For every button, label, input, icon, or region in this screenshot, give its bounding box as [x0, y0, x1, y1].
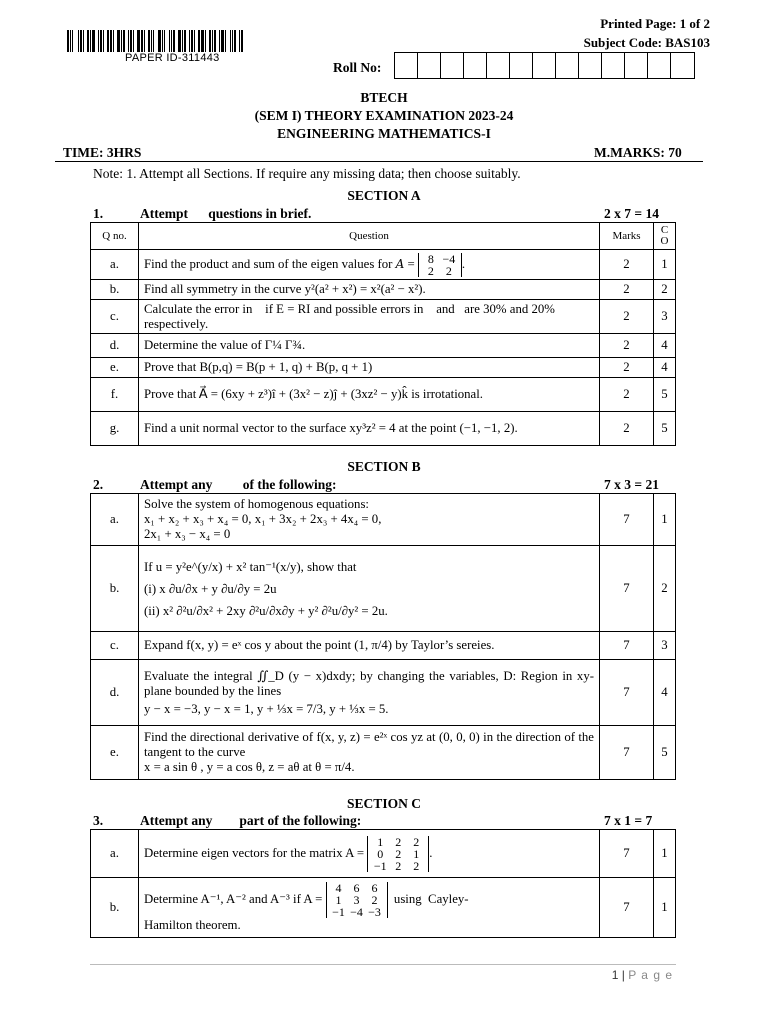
table-row: b. Determine A⁻¹, A⁻² and A⁻³ if A = 4 6 6 1 3 2 −1 −4 −3 using Cayley- Hamilton theorem. 7 1	[91, 878, 676, 938]
roll-no-boxes[interactable]	[394, 52, 695, 79]
section-c-scheme: 7 x 1 = 7	[604, 813, 653, 828]
section-c-num: 3.	[93, 813, 104, 828]
col-co: C O	[654, 223, 676, 250]
col-qno: Q no.	[91, 223, 139, 250]
matrix-a: 8 −4 2 2	[418, 253, 462, 277]
section-b-title: SECTION B	[347, 459, 421, 474]
table-row: e. Find the directional derivative of f(x, y, z) = e²ˣ cos yz at (0, 0, 0) in the direction of the tangent to the curve x = a sin θ , y = a cos θ, z = aθ at θ = π/4. 7 5	[91, 726, 676, 780]
max-marks: M.MARKS: 70	[594, 145, 682, 160]
matrix-c-b: 4 6 6 1 3 2 −1 −4 −3	[326, 882, 388, 918]
header-rule	[55, 161, 703, 162]
section-c-instruction: Attempt any part of the following:	[140, 813, 362, 828]
section-a-table	[90, 222, 676, 446]
note: Note: 1. Attempt all Sections. If require any missing data; then choose suitably.	[93, 166, 521, 181]
footer-rule	[90, 964, 676, 965]
table-row: d. Evaluate the integral ∬_D (y − x)dxdy; by changing the variables, D: Region in xy-plane bounded by the lines y − x = −3, y − x = 1, y + ⅓x = 7/3, y + ⅓x = 5. 7 4	[91, 660, 676, 726]
section-a-num: 1.	[93, 206, 104, 221]
section-b-scheme: 7 x 3 = 21	[604, 477, 659, 492]
table-row: a. Find the product and sum of the eigen values for A = 8 −4 2 2 . 2 1	[91, 250, 676, 280]
subject-title: ENGINEERING MATHEMATICS-I	[277, 126, 491, 141]
exam-title: (SEM I) THEORY EXAMINATION 2023-24	[254, 108, 514, 123]
section-a-title: SECTION A	[347, 188, 421, 203]
col-question: Question	[139, 223, 600, 250]
table-row: g. Find a unit normal vector to the surface xy³z² = 4 at the point (−1, −1, 2). 2 5	[91, 412, 676, 446]
table-row: a. Solve the system of homogenous equations: x₁ + x₂ + x₃ + x₄ = 0, x₁ + 3x₂ + 2x₃ + 4x₄ = 0, 2x₁ + x₃ − x₄ = 0 7 1	[91, 494, 676, 546]
table-row: e. Prove that B(p,q) = B(p + 1, q) + B(p, q + 1) 2 4	[91, 358, 676, 378]
table-row: d. Determine the value of Γ¼ Γ¾. 2 4	[91, 334, 676, 358]
table-row: a. Determine eigen vectors for the matrix A = 1 2 2 0 2 1 −1 2 2 . 7 1	[91, 830, 676, 878]
table-row: c. Expand f(x, y) = eˣ cos y about the point (1, π/4) by Taylor’s sereies. 7 3	[91, 632, 676, 660]
table-row: f. Prove that A⃗ = (6xy + z³)î + (3x² − z)ĵ + (3xz² − y)k̂ is irrotational. 2 5	[91, 378, 676, 412]
printed-page: Printed Page: 1 of 2	[600, 16, 710, 31]
paper-id: PAPER ID-311443	[125, 52, 220, 64]
section-a-instruction: Attempt questions in brief.	[140, 206, 312, 221]
section-c-title: SECTION C	[347, 796, 421, 811]
matrix-c-a: 1 2 2 0 2 1 −1 2 2	[367, 836, 429, 872]
section-b-instruction: Attempt any of the following:	[140, 477, 337, 492]
subject-code: Subject Code: BAS103	[583, 35, 710, 50]
program-title: BTECH	[360, 90, 408, 105]
section-b-num: 2.	[93, 477, 104, 492]
page-footer: 1 | P a g e	[611, 968, 673, 982]
barcode	[67, 30, 295, 52]
col-marks: Marks	[600, 223, 654, 250]
table-row: b. If u = y²e^(y/x) + x² tan⁻¹(x/y), show that (i) x ∂u/∂x + y ∂u/∂y = 2u (ii) x² ∂²u/∂x² + 2xy ∂²u/∂x∂y + y² ∂²u/∂y² = 2u. 7 2	[91, 546, 676, 632]
section-b-table	[90, 493, 676, 780]
table-row: b. Find all symmetry in the curve y²(a² + x²) = x²(a² − x²). 2 2	[91, 280, 676, 300]
table-row: c. Calculate the error in if E = RI and possible errors in and are 30% and 20% respectively. 2 3	[91, 300, 676, 334]
time-label: TIME: 3HRS	[63, 145, 142, 160]
section-a-scheme: 2 x 7 = 14	[604, 206, 659, 221]
roll-no-label: Roll No:	[333, 60, 382, 75]
section-c-table	[90, 829, 676, 938]
